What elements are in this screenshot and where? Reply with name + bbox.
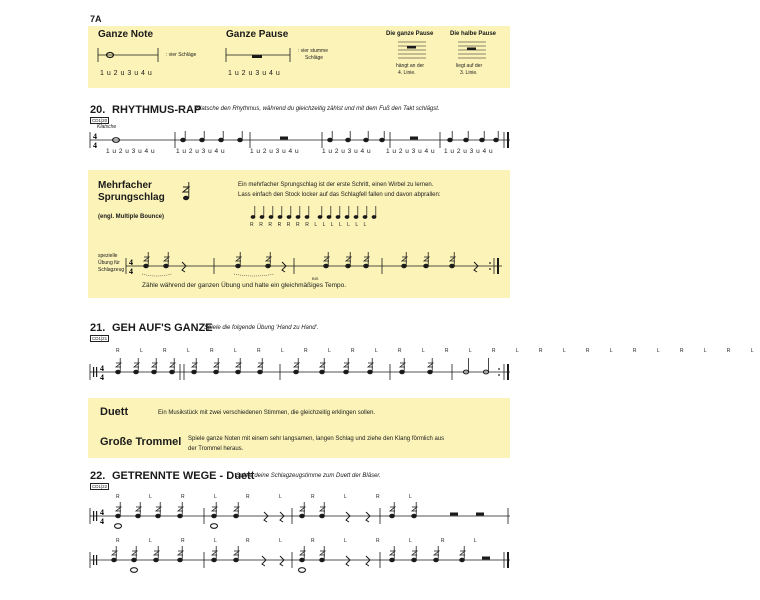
- svg-text:4: 4: [100, 517, 104, 526]
- ex20-count-2: 1 u 2 u 3 u 4 u: [176, 148, 226, 155]
- half-rest-compare-l2: 3. Linie.: [460, 70, 478, 76]
- whole-rest-compare-l2: 4. Linie.: [398, 70, 416, 76]
- whole-rest-compare-symbol: [407, 46, 416, 49]
- whole-rest-compare-l1: hängt an der: [396, 63, 425, 69]
- svg-text:4: 4: [100, 373, 104, 382]
- ex20-time-bottom: 4: [93, 141, 97, 150]
- buzz-note-icon: [180, 180, 194, 202]
- ex20-count-4: 1 u 2 u 3 u 4 u: [322, 148, 372, 155]
- whole-rest-label-2: Schläge: [305, 55, 324, 61]
- ex22-sticking-bottom: R L R L R L R L R L R L: [116, 538, 487, 544]
- half-rest-compare-title: Die halbe Pause: [450, 31, 497, 37]
- multi-bounce-subtitle: (engl. Multiple Bounce): [98, 214, 164, 220]
- ex21-title: GEH AUF'S GANZE: [112, 322, 213, 334]
- ex20-description: Klatsche den Rhythmus, während du gleichzeitig zählst und mit dem Fuß den Takt schlägst.: [196, 106, 440, 112]
- ex20-count-3: 1 u 2 u 3 u 4 u: [250, 148, 300, 155]
- ex22-sticking-top: R L R L R L R L R L: [116, 494, 422, 500]
- side-label-2: Übung für: [98, 260, 120, 266]
- bis-mark: BIS: [312, 276, 319, 281]
- ex21-staff: [90, 356, 510, 382]
- whole-rest-compare-title: Die ganze Pause: [386, 31, 434, 37]
- duett-box: [88, 398, 510, 458]
- whole-rest-compare-staff: [398, 40, 426, 60]
- multi-bounce-desc-2: Lass einfach den Stock locker auf das Schlagfell fallen und davon abprallen:: [238, 192, 441, 198]
- ex20-count-6: 1 u 2 u 3 u 4 u: [444, 148, 494, 155]
- ex21-number: 21.: [90, 322, 106, 334]
- ex21-description: Spiele die folgende Übung 'Hand zu Hand'.: [204, 325, 319, 331]
- ex20-count-5: 1 u 2 u 3 u 4 u: [386, 148, 436, 155]
- ex22-staff-bottom: [90, 544, 510, 574]
- grosse-trommel-desc-1: Spiele ganze Noten mit einem sehr langsamen, langen Schlag und ziehe den Klang förmlich aus: [188, 436, 445, 442]
- svg-text:4: 4: [129, 267, 133, 276]
- duett-title: Duett: [100, 406, 129, 418]
- ex20-time-top: 4: [93, 132, 97, 141]
- whole-rest-title: Ganze Pause: [226, 29, 289, 40]
- whole-note-staff: [98, 48, 158, 62]
- whole-rest-symbol: [252, 55, 262, 58]
- ex20-title: RHYTHMUS-RAP: [112, 104, 202, 116]
- whole-rest-count: 1 u 2 u 3 u 4 u: [228, 70, 281, 77]
- svg-text:4: 4: [129, 258, 133, 267]
- side-label-3: Schlagzeug: [98, 267, 125, 273]
- ex22-cd-badge: CD1|22: [92, 484, 108, 489]
- grosse-trommel-title: Große Trommel: [100, 436, 182, 448]
- whole-rest-staff: [226, 48, 290, 62]
- ex20-instrument: Klatsche: [97, 124, 117, 130]
- svg-text:4: 4: [100, 364, 104, 373]
- ex20-cd-badge: CD1|20: [92, 118, 108, 123]
- bounce-demo-notes: [250, 204, 380, 220]
- grosse-trommel-desc-2: der Trommel heraus.: [188, 446, 244, 452]
- half-rest-compare-l1: liegt auf der: [456, 63, 483, 69]
- ex21-cd-badge: CD1|21: [92, 336, 108, 341]
- ex21-sticking: R L R L R L R L R L R L R L R L R L R L R L R L R L R L: [116, 348, 760, 354]
- half-rest-compare-symbol: [467, 48, 476, 51]
- bounce-demo-sticking: R R R R R R R L L L L L L L: [250, 222, 369, 228]
- ex22-staff-top: [90, 500, 510, 530]
- ex20-number: 20.: [90, 104, 106, 116]
- ex22-title: GETRENNTE WEGE - Duett: [112, 470, 255, 482]
- ex20-count-1: 1 u 2 u 3 u 4 u: [106, 148, 156, 155]
- ex22-description: Spiele deine Schlagzeugstimme zum Duett der Bläser.: [236, 473, 381, 479]
- multi-bounce-title-2: Sprungschlag: [98, 192, 165, 203]
- multi-bounce-staff: [126, 246, 502, 276]
- side-label-1: spezielle: [98, 253, 118, 259]
- multi-bounce-footer: Zähle während der ganzen Übung und halte ein gleichmäßiges Tempo.: [142, 282, 347, 289]
- half-rest-compare-staff: [458, 40, 486, 60]
- whole-note-title: Ganze Note: [98, 29, 154, 40]
- whole-note-label: : vier Schläge: [166, 52, 197, 58]
- page-number: 7A: [90, 14, 102, 24]
- duett-description: Ein Musikstück mit zwei verschiedenen Stimmen, die gleichzeitig erklingen sollen.: [158, 410, 376, 416]
- whole-note-count: 1 u 2 u 3 u 4 u: [100, 70, 153, 77]
- ex20-staff: [90, 130, 510, 150]
- whole-rest-label-1: : vier stumme: [298, 48, 329, 54]
- svg-text:4: 4: [100, 508, 104, 517]
- ex22-number: 22.: [90, 470, 106, 482]
- multi-bounce-desc-1: Ein mehrfacher Sprungschlag ist der erste Schritt, einen Wirbel zu lernen.: [238, 182, 434, 188]
- multi-bounce-title-1: Mehrfacher: [98, 180, 152, 191]
